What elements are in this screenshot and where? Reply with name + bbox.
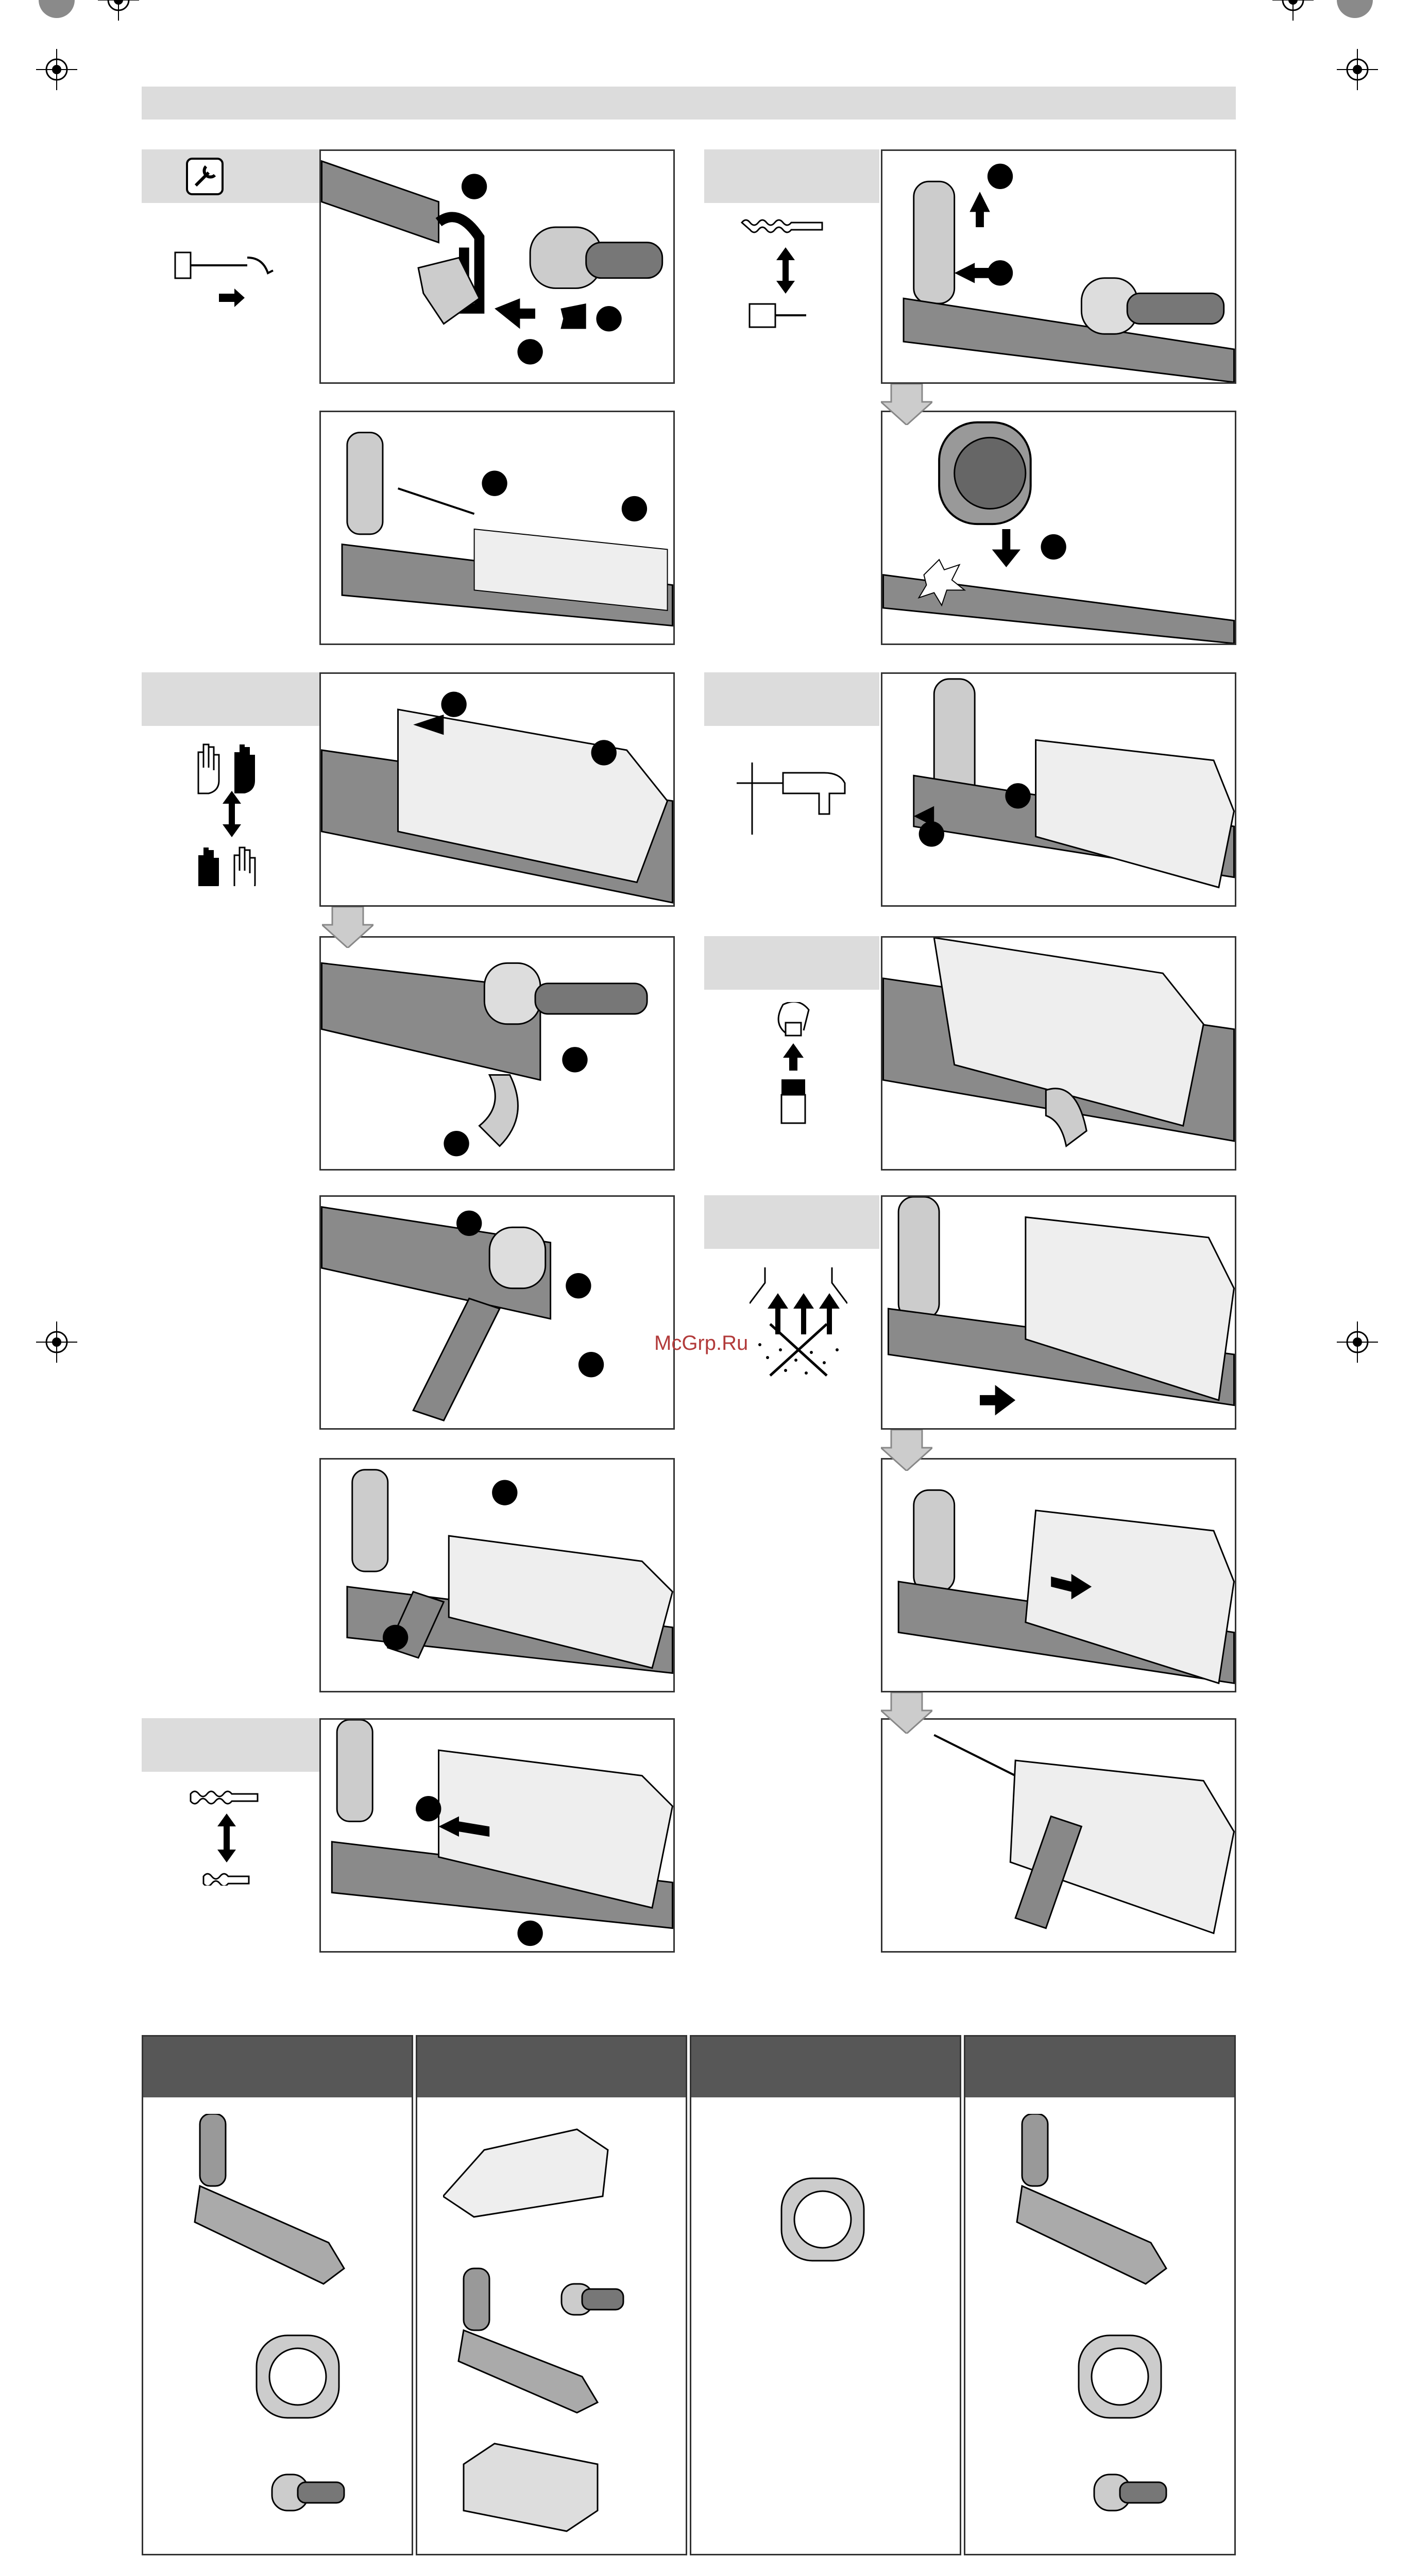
- step-panel-handle: [319, 1195, 675, 1430]
- step-panel-remove-drill: [319, 672, 675, 907]
- accessory-header-3: [691, 2037, 960, 2097]
- wrench-icon: [185, 157, 224, 196]
- step-panel-attach-nozzle: [319, 149, 675, 384]
- step-panel-final-assembly: [881, 1718, 1236, 1953]
- section-tab-drill-bit-change: [704, 149, 879, 203]
- hands-icon: [191, 737, 273, 886]
- step-panel-insert-drill: [319, 411, 675, 645]
- accessory-cell-1: [142, 2035, 413, 2555]
- dust-attachment-icon: [1001, 2114, 1207, 2536]
- accessory-header-4: [965, 2037, 1234, 2097]
- corner-disc-top-right: [1337, 0, 1373, 18]
- section-tab-drill-depth: [704, 672, 879, 726]
- registration-mark-icon: [98, 0, 139, 21]
- dust-cap-icon: [779, 2176, 866, 2263]
- section-tab-hands: [142, 672, 319, 726]
- next-step-arrow-icon: [881, 1430, 932, 1471]
- watermark: McGrp.Ru: [654, 1332, 748, 1354]
- attachment-overview-icon: [170, 227, 288, 314]
- accessory-cell-2: [416, 2035, 687, 2555]
- registration-mark-icon: [1272, 0, 1314, 21]
- step-panel-slide-nozzle: [881, 1458, 1236, 1692]
- registration-mark-icon: [1337, 49, 1378, 90]
- drill-depth-icon: [731, 762, 855, 835]
- accessory-cell-3: [690, 2035, 961, 2555]
- step-panel-rotate-nozzle: [319, 936, 675, 1171]
- accessory-header-2: [417, 2037, 686, 2097]
- registration-mark-icon: [1337, 1321, 1378, 1363]
- step-panel-connect-vacuum: [881, 936, 1236, 1171]
- next-step-arrow-icon: [322, 907, 373, 948]
- drill-set-icon: [443, 2114, 670, 2536]
- vacuum-hose-icon: [770, 1002, 816, 1126]
- registration-mark-icon: [36, 1321, 77, 1363]
- drill-bit-icon: [739, 216, 842, 335]
- dust-extraction-icon: [750, 1267, 847, 1381]
- next-step-arrow-icon: [881, 384, 932, 425]
- step-panel-remove-dust-cap: [881, 149, 1236, 384]
- accessory-header-1: [143, 2037, 412, 2097]
- registration-mark-icon: [36, 49, 77, 90]
- step-panel-adjust-length: [319, 1718, 675, 1953]
- step-panel-handle-mount: [319, 1458, 675, 1692]
- accessory-cell-4: [964, 2035, 1236, 2555]
- header-bar: [142, 87, 1236, 120]
- section-tab-bit-length: [142, 1718, 319, 1772]
- next-step-arrow-icon: [881, 1692, 932, 1734]
- step-panel-set-depth: [881, 672, 1236, 907]
- step-panel-dust-extraction: [881, 1195, 1236, 1430]
- section-tab-dust: [704, 1195, 879, 1249]
- section-tab-assembly: [142, 149, 319, 203]
- section-tab-vacuum: [704, 936, 879, 990]
- corner-disc-top-left: [39, 0, 75, 18]
- dust-attachment-icon: [179, 2114, 385, 2536]
- step-panel-insert-dust-cap: [881, 411, 1236, 645]
- drill-bit-icon: [188, 1788, 270, 1886]
